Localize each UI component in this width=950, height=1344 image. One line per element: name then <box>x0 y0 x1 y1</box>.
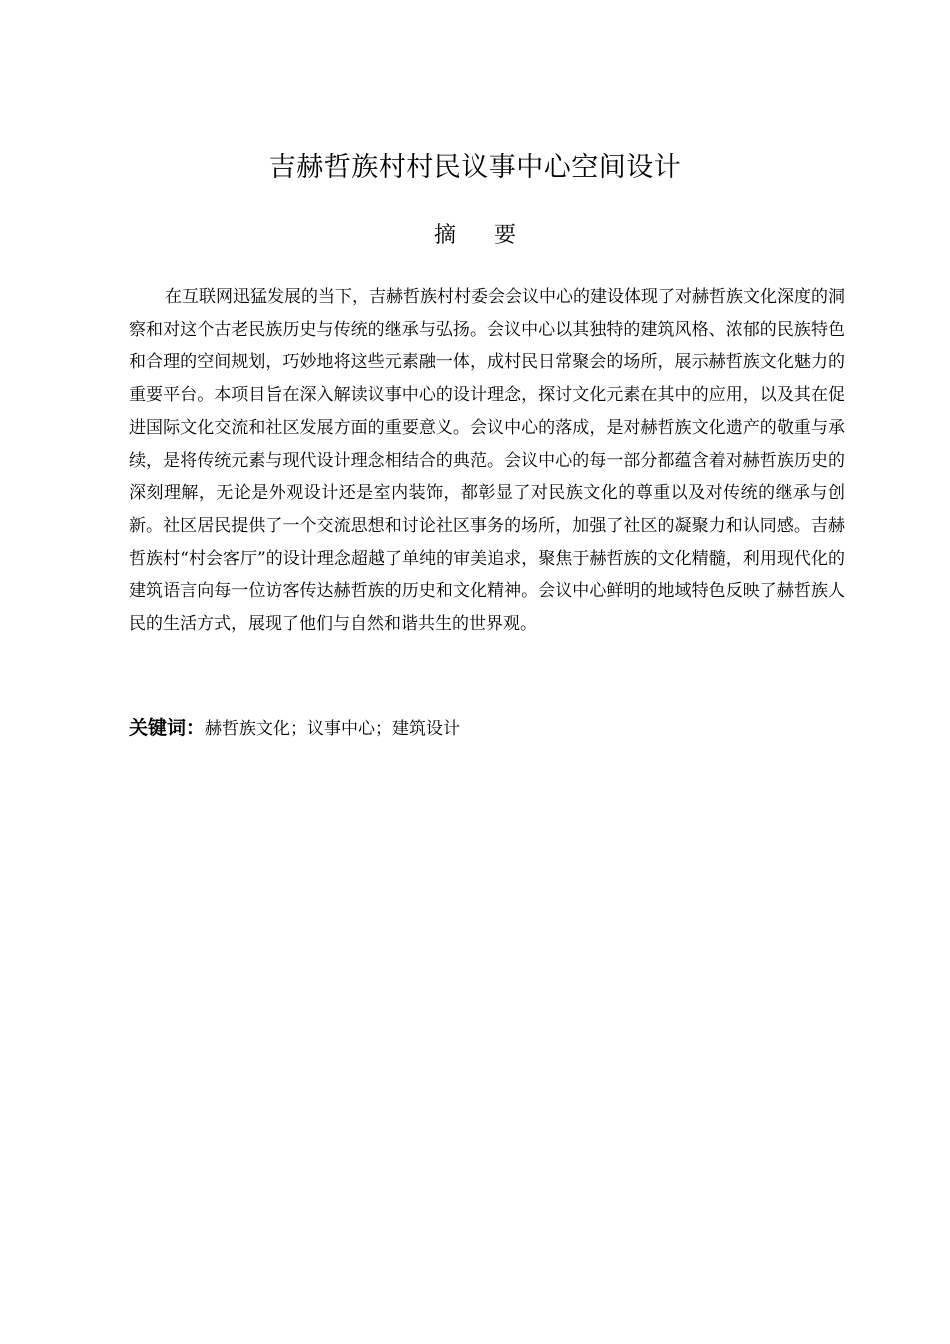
abstract-heading: 摘要 <box>433 223 554 248</box>
document-title: 吉赫哲族村村民议事中心空间设计 <box>268 152 682 183</box>
abstract-body: 在互联网迅猛发展的当下，吉赫哲族村村委会会议中心的建设体现了对赫哲族文化深度的洞察和对这个古老民族历史与传统的继承与弘扬。会议中心以其独特的建筑风格、浓郁的民族特色和合理的空间规划，巧妙地将这些元素融一体，成村民日常聚会的场所，展示赫哲族文化魅力的重要平台。本项目旨在深入解读议事中心的设计理念，探讨文化元素在其中的应用，以及其在促进国际文化交流和社区发展方面的重要意义。会议中心的落成，是对赫哲族文化遗产的敬重与承续，是将传统元素与现代设计理念相结合的典范。会议中心的每一部分都蕴含着对赫哲族历史的深刻理解，无论是外观设计还是室内装饰，都彰显了对民族文化的尊重以及对传统的继承与创新。社区居民提供了一个交流思想和讨论社区事务的场所，加强了社区的凝聚力和认同感。吉赫哲族村“村会客厅”的设计理念超越了单纯的审美追求，聚焦于赫哲族的文化精髓，利用现代化的建筑语言向每一位访客传达赫哲族的历史和文化精神。会议中心鲜明的地域特色反映了赫哲族人民的生活方式，展现了他们与自然和谐共生的世界观。 <box>129 287 845 635</box>
keywords-line <box>129 712 845 746</box>
keywords-values: 赫哲族文化；议事中心；建筑设计 <box>205 719 461 739</box>
keywords-label: 关键词： <box>129 717 206 739</box>
